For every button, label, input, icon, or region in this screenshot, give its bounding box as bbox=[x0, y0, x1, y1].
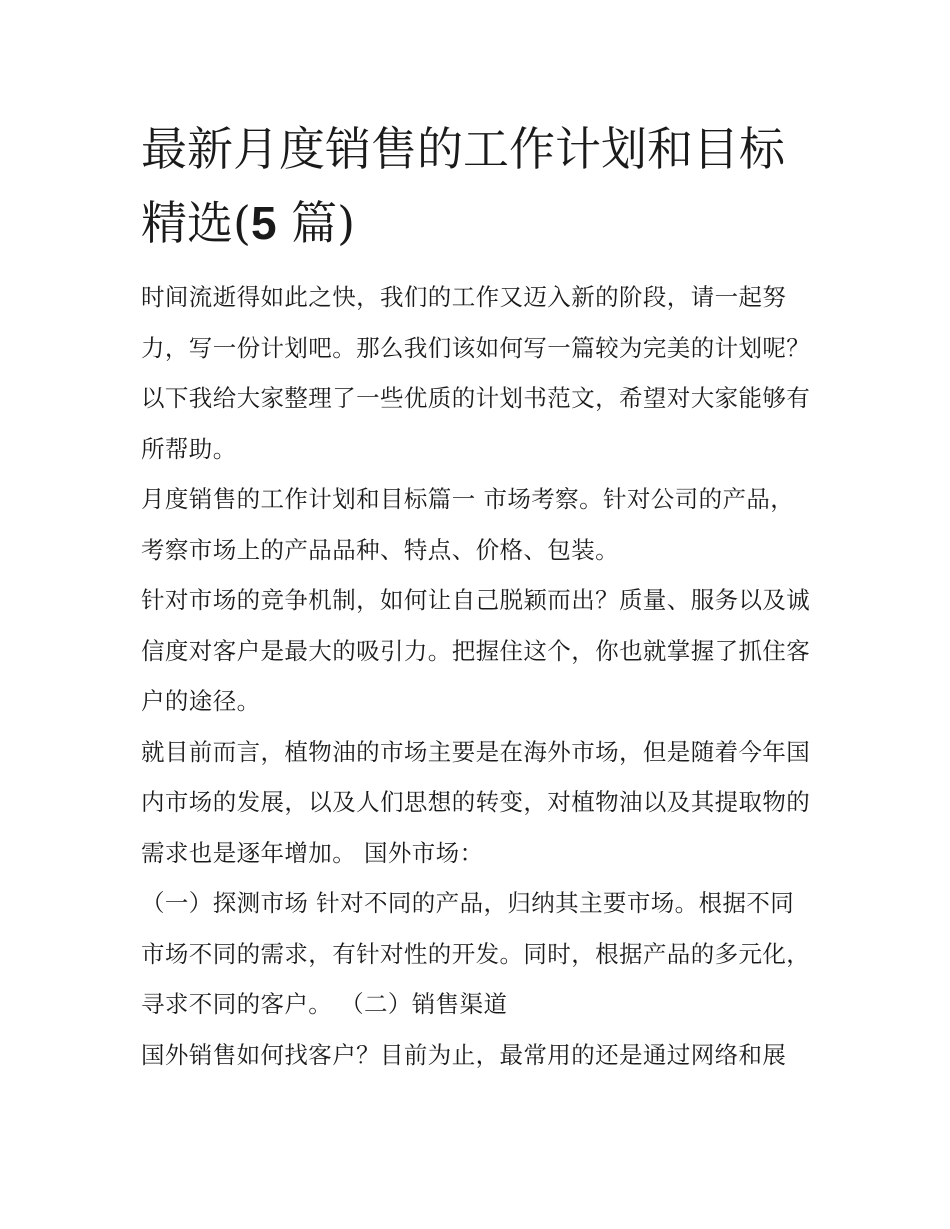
document-content bbox=[141, 112, 811, 1080]
title-text-part1: 最新月度销售的工作计划和目标精选( bbox=[141, 122, 785, 250]
paragraph-intro: 时间流逝得如此之快，我们的工作又迈入新的阶段，请一起努力，写一份计划吧。那么我们该如何写一篇较为完美的计划呢？以下我给大家整理了一些优质的计划书范文，希望对大家能够有所帮助。 bbox=[141, 283, 811, 463]
paragraph-competition: 针对市场的竞争机制，如何让自己脱颖而出？质量、服务以及诚信度对客户是最大的吸引力。把握住这个，你也就掌握了抓住客户的途径。 bbox=[141, 586, 811, 715]
paragraph-foreign-sales: 国外销售如何找客户？目前为止，最常用的还是通过网络和展 bbox=[141, 1040, 787, 1069]
document-body bbox=[141, 272, 811, 1080]
paragraph-current-market: 就目前而言，植物油的市场主要是在海外市场，但是随着今年国内市场的发展，以及人们思想的转变，对植物油以及其提取物的需求也是逐年增加。 国外市场： bbox=[141, 737, 811, 867]
title-number: 5 bbox=[250, 197, 277, 249]
title-text-part2: 篇) bbox=[276, 196, 356, 250]
document-title bbox=[141, 112, 811, 260]
paragraph-explore-market: （一）探测市场 针对不同的产品，归纳其主要市场。根据不同市场不同的需求，有针对性的开发。同时，根据产品的多元化，寻求不同的客户。 （二）销售渠道 bbox=[141, 889, 811, 1018]
paragraph-market-survey: 月度销售的工作计划和目标篇一 市场考察。针对公司的产品，考察市场上的产品品种、特点、价格、包装。 bbox=[141, 485, 795, 564]
